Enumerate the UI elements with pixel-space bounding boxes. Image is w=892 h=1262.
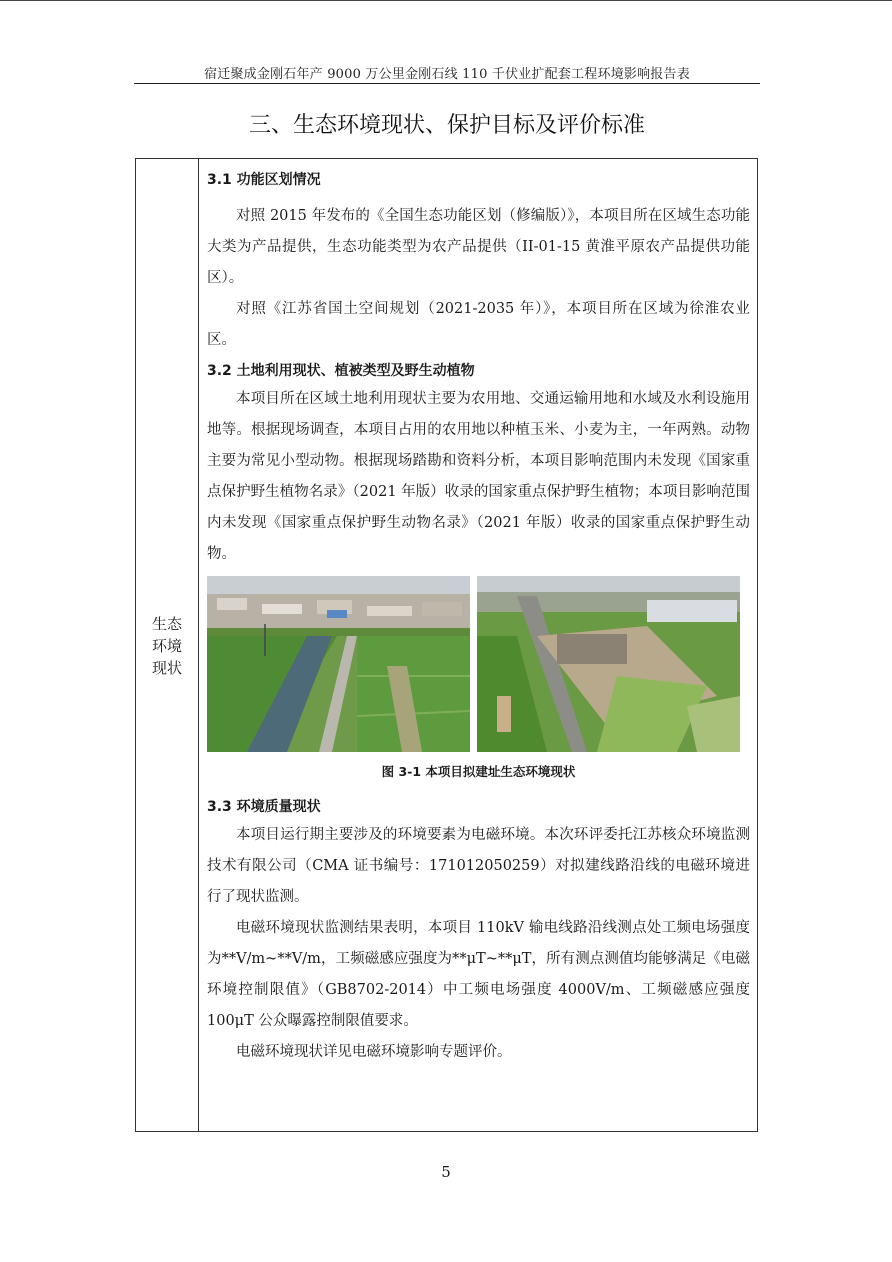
figure-photos xyxy=(207,576,750,752)
row-label-line: 环境 xyxy=(151,637,182,655)
paragraph: 本项目运行期主要涉及的环境要素为电磁环境。本次环评委托江苏核众环境监测技术有限公司（CMA 证书编号：171012050259）对拟建线路沿线的电磁环境进行了现状监测。 xyxy=(207,827,750,905)
column-divider xyxy=(198,158,199,1132)
section-title: 三、生态环境现状、保护目标及评价标准 xyxy=(248,113,645,138)
aerial-photo-site xyxy=(477,576,740,752)
section-heading: 3.1 功能区划情况 xyxy=(207,172,321,188)
header-rule xyxy=(134,83,760,84)
aerial-photo-canal xyxy=(207,576,470,752)
section-heading: 3.2 土地利用现状、植被类型及野生动植物 xyxy=(207,363,475,379)
paragraph: 对照 2015 年发布的《全国生态功能区划（修编版）》，本项目所在区域生态功能大类为产品提供，生态功能类型为农产品提供（II-01-15 黄淮平原农产品提供功能区）。 xyxy=(207,208,750,286)
content-cell xyxy=(207,167,750,1068)
page-number: 5 xyxy=(441,1163,451,1181)
section-heading: 3.3 环境质量现状 xyxy=(207,799,321,815)
paragraph: 对照《江苏省国土空间规划（2021-2035 年）》，本项目所在区域为徐淮农业区。 xyxy=(207,301,750,348)
paragraph: 电磁环境现状监测结果表明，本项目 110kV 输电线路沿线测点处工频电场强度为**V/m~**V/m，工频磁感应强度为**μT~**μT，所有测点测值均能够满足《电磁环境控制限值》（GB8702-2014）中工频电场强度 4000V/m、工频磁感应强度 100μT 公众曝露控制限值要求。 xyxy=(207,920,750,1029)
figure-caption: 图 3-1 本项目拟建址生态环境现状 xyxy=(381,764,576,779)
top-border xyxy=(0,0,892,1)
row-label-line: 现状 xyxy=(151,659,182,677)
paragraph: 本项目所在区域土地利用现状主要为农用地、交通运输用地和水域及水利设施用地等。根据现场调查，本项目占用的农用地以种植玉米、小麦为主，一年两熟。动物主要为常见小型动物。根据现场踏勘和资料分析，本项目影响范围内未发现《国家重点保护野生植物名录》（2021 年版）收录的国家重点保护野生植物；本项目影响范围内未发现《国家重点保护野生动物名录》（2021 年版）收录的国家重点保护野生动物。 xyxy=(207,391,750,562)
paragraph: 电磁环境现状详见电磁环境影响专题评价。 xyxy=(236,1044,512,1060)
row-label-line: 生态 xyxy=(151,615,182,633)
running-header: 宿迁聚成金刚石年产 9000 万公里金刚石线 110 千伏业扩配套工程环境影响报告表 xyxy=(204,67,690,82)
row-label xyxy=(136,613,198,679)
